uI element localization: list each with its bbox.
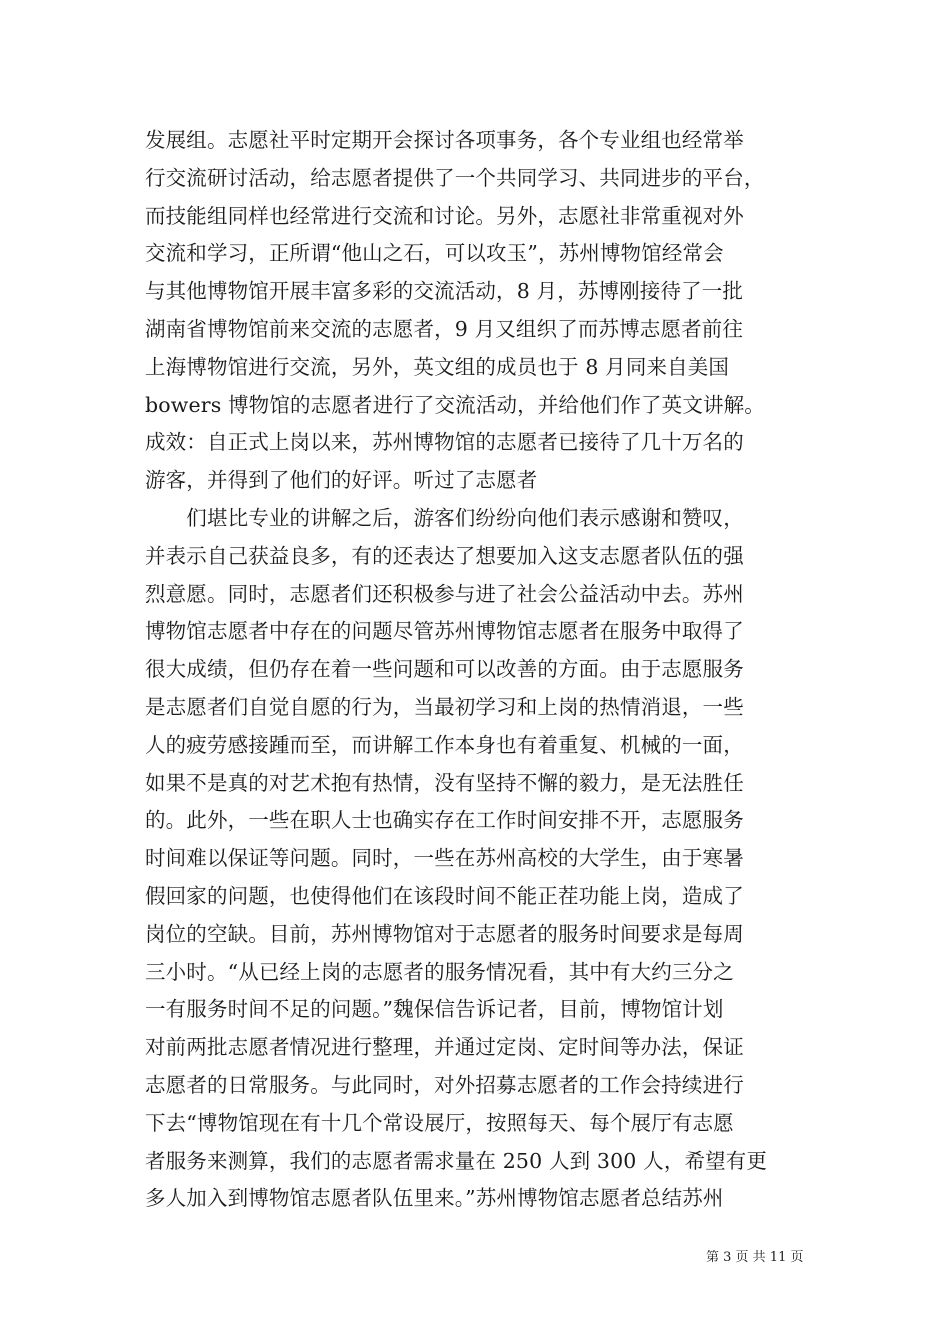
body-text [145, 122, 817, 1218]
page-number-footer: 第 3 页 共 11 页 [706, 1250, 804, 1265]
text-line: 对前两批志愿者情况进行整理，并通过定岗、定时间等办法，保证 [145, 1035, 744, 1060]
text-line: 人的疲劳感接踵而至，而讲解工作本身也有着重复、机械的一面， [145, 732, 744, 757]
text-line: 成效：自正式上岗以来，苏州博物馆的志愿者已接待了几十万名的 [145, 430, 744, 455]
text-line: 湖南省博物馆前来交流的志愿者，9 月又组织了而苏博志愿者前往 [145, 316, 744, 341]
text-line: 假回家的问题，也使得他们在该段时间不能正茬功能上岗，造成了 [145, 883, 744, 908]
text-line: 下去“博物馆现在有十几个常设展厅，按照每天、每个展厅有志愿 [145, 1110, 734, 1135]
text-line: 游客，并得到了他们的好评。听过了志愿者 [145, 468, 538, 493]
text-line: 是志愿者们自觉自愿的行为，当最初学习和上岗的热情消退，一些 [145, 694, 744, 719]
text-line: 志愿者的日常服务。与此同时，对外招募志愿者的工作会持续进行 [145, 1072, 744, 1097]
text-line: bowers 博物馆的志愿者进行了交流活动，并给他们作了英文讲解。 [145, 392, 765, 417]
text-line: 一有服务时间不足的问题。”魏保信告诉记者，目前，博物馆计划 [145, 997, 724, 1022]
text-line: 们堪比专业的讲解之后，游客们纷纷向他们表示感谢和赞叹， [145, 505, 744, 530]
text-line: 并表示自己获益良多，有的还表达了想要加入这支志愿者队伍的强 [145, 543, 744, 568]
text-line: 多人加入到博物馆志愿者队伍里来。”苏州博物馆志愿者总结苏州 [145, 1186, 724, 1211]
text-line: 三小时。“从已经上岗的志愿者的服务情况看，其中有大约三分之 [145, 959, 734, 984]
text-line: 的。此外，一些在职人士也确实存在工作时间安排不开，志愿服务 [145, 808, 744, 833]
text-line: 行交流研讨活动，给志愿者提供了一个共同学习、共同进步的平台， [145, 165, 765, 190]
text-line: 岗位的空缺。目前，苏州博物馆对于志愿者的服务时间要求是每周 [145, 921, 744, 946]
text-line: 而技能组同样也经常进行交流和讨论。另外，志愿社非常重视对外 [145, 203, 744, 228]
text-line: 很大成绩，但仍存在着一些问题和可以改善的方面。由于志愿服务 [145, 657, 744, 682]
text-line: 如果不是真的对艺术抱有热情，没有坚持不懈的毅力，是无法胜任 [145, 770, 744, 795]
text-line: 博物馆志愿者中存在的问题尽管苏州博物馆志愿者在服务中取得了 [145, 619, 744, 644]
text-line: 交流和学习，正所谓“他山之石，可以攻玉”，苏州博物馆经常会 [145, 241, 724, 266]
text-line: 与其他博物馆开展丰富多彩的交流活动，8 月，苏博刚接待了一批 [145, 279, 744, 304]
text-line: 者服务来测算，我们的志愿者需求量在 250 人到 300 人，希望有更 [145, 1148, 768, 1173]
text-line: 时间难以保证等问题。同时，一些在苏州高校的大学生，由于寒暑 [145, 846, 744, 871]
text-line: 发展组。志愿社平时定期开会探讨各项事务，各个专业组也经常举 [145, 128, 744, 152]
text-line: 烈意愿。同时，志愿者们还积极参与进了社会公益活动中去。苏州 [145, 581, 744, 606]
text-line: 上海博物馆进行交流，另外，英文组的成员也于 8 月同来自美国 [145, 354, 730, 379]
